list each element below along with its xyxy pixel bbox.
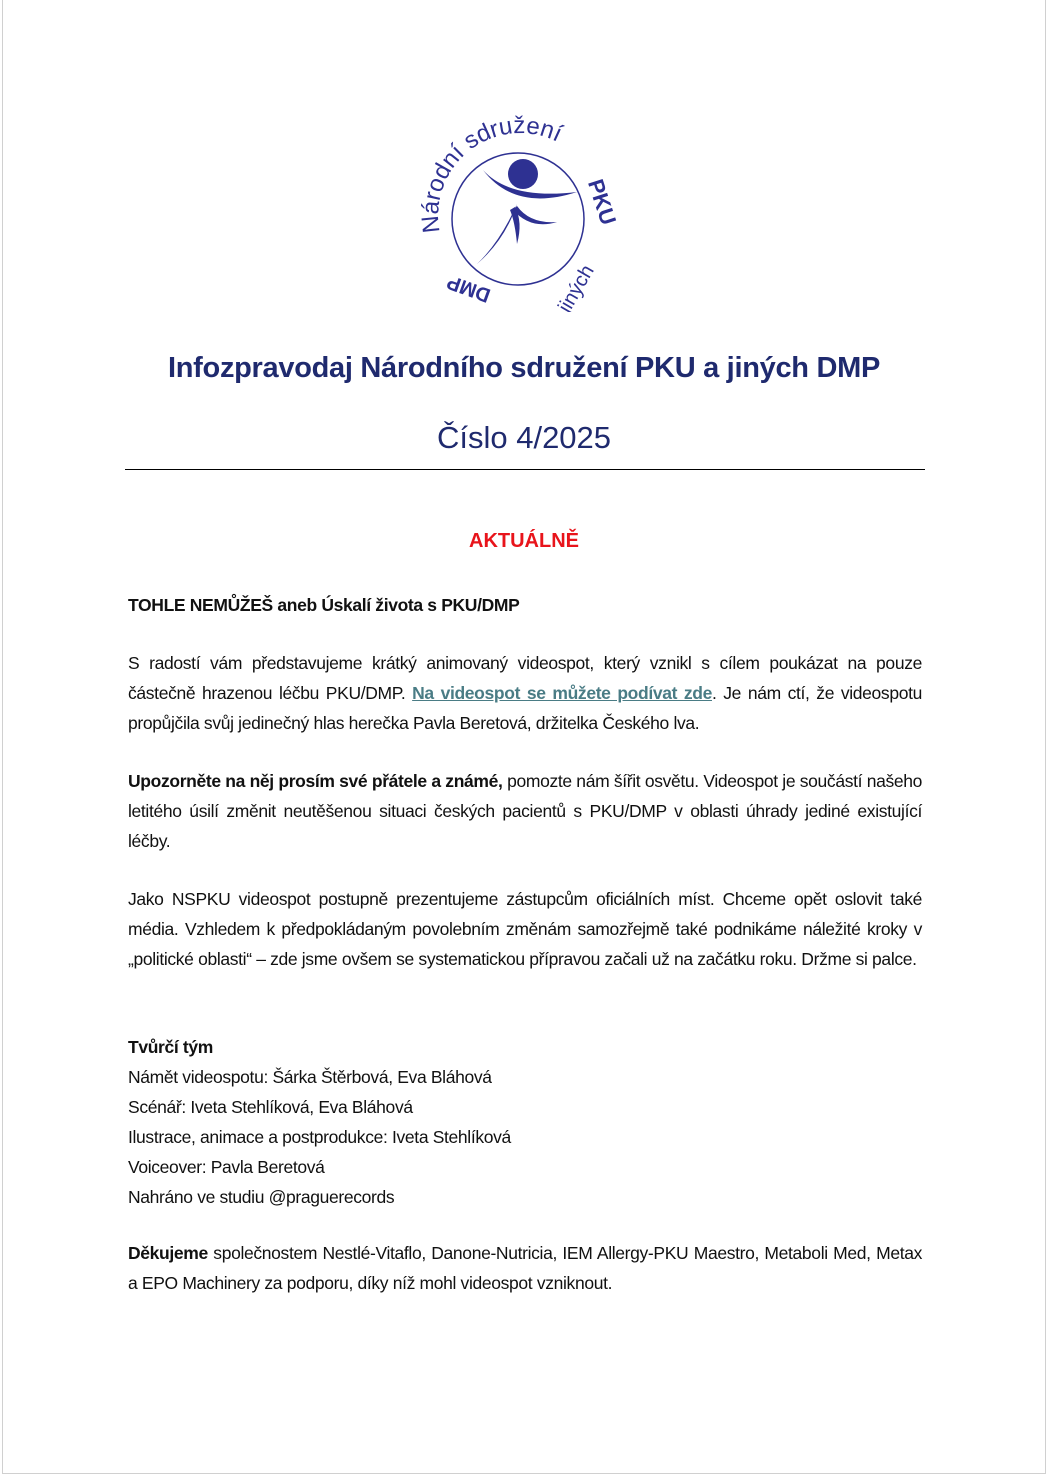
svg-text:Národní sdružení: Národní sdružení	[416, 112, 567, 235]
team-line: Scénář: Iveta Stehlíková, Eva Bláhová	[128, 1097, 413, 1117]
paragraph-bold-lead: Upozorněte na něj prosím své přátele a známé,	[128, 771, 503, 791]
paragraph-text: společnostem Nestlé-Vitaflo, Danone-Nutricia, IEM Allergy-PKU Maestro, Metaboli Med, Metax a EPO Machinery za podporu, díky níž mohl videospot vzniknout.	[128, 1243, 922, 1293]
team-line: Ilustrace, animace a postprodukce: Iveta Stehlíková	[128, 1127, 511, 1147]
svg-text:a jiných: a jiných	[545, 261, 599, 312]
issue-number: Číslo 4/2025	[436, 420, 612, 455]
paragraph-text: pomozte nám šířit osvětu. Videospot je součástí našeho letitého úsilí změnit neutěšenou situaci českých pacientů s PKU/DMP v oblasti úhrady jediné existující léčby.	[128, 771, 923, 851]
team-line: Voiceover: Pavla Beretová	[128, 1157, 325, 1177]
video-link[interactable]: Na videospot se můžete podívat zde	[412, 683, 712, 703]
logo-emblem-icon	[405, 112, 635, 312]
svg-text:DMP: DMP	[444, 270, 494, 307]
team-line: Nahráno ve studiu @praguerecords	[128, 1187, 395, 1207]
thanks-bold-lead: Děkujeme	[128, 1243, 208, 1263]
header-divider	[125, 469, 925, 470]
paragraph-text: . Je nám ctí, že videospotu propůjčila svůj jedinečný hlas herečka Pavla Beretová, držitelka Českého lva.	[128, 683, 922, 733]
team-heading: Tvůrčí tým	[128, 1037, 213, 1057]
article-heading: TOHLE NEMŮŽEŠ aneb Úskalí života s PKU/DMP	[128, 595, 520, 615]
paragraph-nspku: Jako NSPKU videospot postupně prezentujeme zástupcům oficiálních míst. Chceme opět oslovit také média. Vzhledem k předpokládaným povolebním změnám samozřejmě také podnikáme náležité kroky v „politické oblasti“ – zde jsme ovšem se systematickou přípravou začali už na začátku roku. Držme si palce.	[128, 889, 922, 969]
team-section	[128, 1032, 922, 1212]
newsletter-title: Infozpravodaj Národního sdružení PKU a jiných DMP	[168, 352, 880, 384]
section-heading: AKTUÁLNĚ	[469, 530, 579, 552]
paragraph-text: S radostí vám představujeme krátký animovaný videospot, který vznikl s cílem poukázat na pouze částečně hrazenou léčbu PKU/DMP.	[128, 653, 922, 703]
nspku-logo	[405, 112, 635, 312]
team-line: Námět videospotu: Šárka Štěrbová, Eva Bláhová	[128, 1067, 492, 1087]
paragraph-intro	[128, 648, 922, 738]
paragraph-share	[128, 766, 922, 856]
paragraph-thanks	[128, 1238, 922, 1298]
svg-text:PKU: PKU	[583, 176, 622, 228]
